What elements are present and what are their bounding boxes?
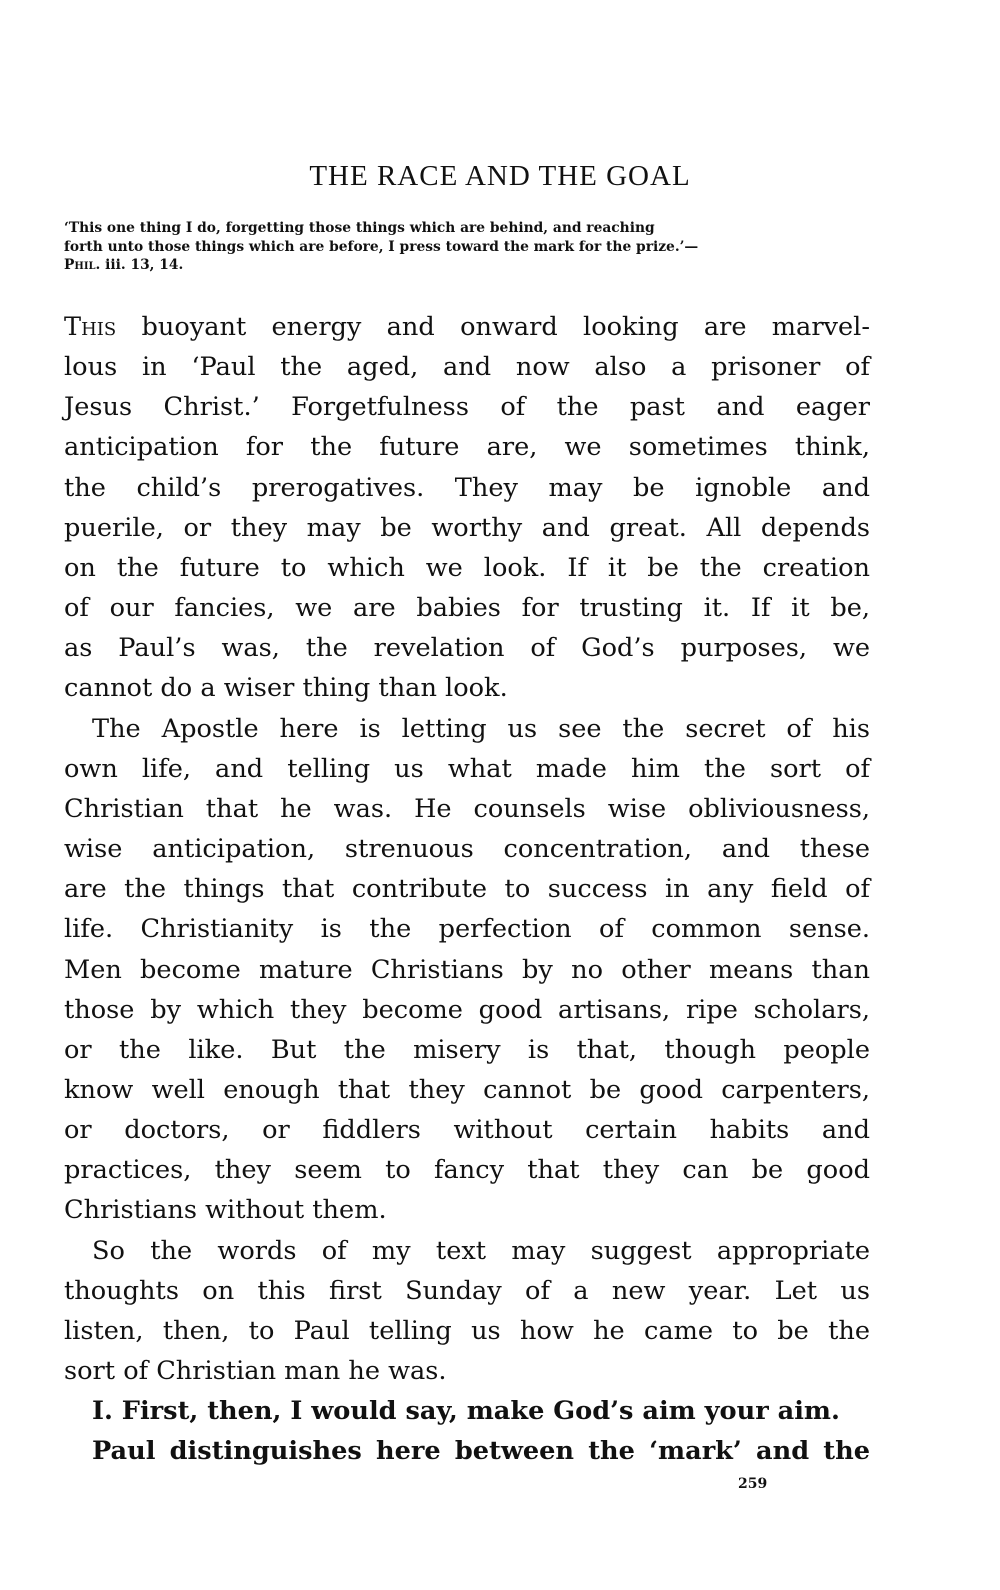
paragraph-line: the child’s prerogatives. They may be ignoble and (64, 472, 870, 503)
paragraph-line: cannot do a wiser thing than look. (64, 673, 508, 704)
paragraph-line: those by which they become good artisans, ripe scholars, (64, 994, 870, 1025)
paragraph-line: anticipation for the future are, we sometimes think, (64, 432, 870, 463)
drop-word: This (64, 312, 117, 342)
paragraph-line: Paul distinguishes here between the ‘mark’ and the (92, 1436, 870, 1467)
paragraph-line: wise anticipation, strenuous concentration, and these (64, 834, 870, 865)
page-number: 259 (738, 1476, 768, 1492)
paragraph-line: life. Christianity is the perfection of common sense. (64, 914, 870, 945)
epigraph-citation-book: Phil. (64, 257, 101, 273)
paragraph-line: Jesus Christ.’ Forgetfulness of the past and eager (64, 392, 870, 423)
paragraph-line: on the future to which we look. If it be the creation (64, 552, 870, 583)
paragraph-line: thoughts on this first Sunday of a new year. Let us (64, 1275, 870, 1306)
chapter-title: THE RACE AND THE GOAL (309, 160, 691, 192)
paragraph-line: This buoyant energy and onward looking are marvel- (64, 312, 870, 342)
paragraph-line: Christian that he was. He counsels wise obliviousness, (64, 793, 870, 824)
paragraph-line: or doctors, or fiddlers without certain habits and (64, 1115, 870, 1146)
paragraph-line: know well enough that they cannot be good carpenters, (64, 1074, 870, 1105)
paragraph-line: practices, they seem to fancy that they can be good (64, 1155, 870, 1186)
paragraph-line: Men become mature Christians by no other means than (64, 954, 870, 985)
paragraph-line: own life, and telling us what made him the sort of (64, 753, 870, 784)
epigraph-citation-ref: iii. 13, 14. (100, 257, 184, 273)
paragraph-line: as Paul’s was, the revelation of God’s purposes, we (64, 633, 870, 664)
section-heading: I. First, then, I would say, make God’s aim your aim. (92, 1396, 840, 1427)
paragraph-line: So the words of my text may suggest appropriate (92, 1235, 870, 1266)
epigraph-line: forth unto those things which are before, I press toward the mark for the prize.’— (64, 238, 699, 255)
paragraph-line: or the like. But the misery is that, though people (64, 1034, 870, 1065)
paragraph-line: are the things that contribute to success in any field of (64, 874, 870, 905)
epigraph-line: ‘This one thing I do, forgetting those things which are behind, and reaching (64, 220, 655, 236)
paragraph-line: Christians without them. (64, 1195, 387, 1226)
paragraph-line: puerile, or they may be worthy and great. All depends (64, 512, 870, 543)
paragraph-line: sort of Christian man he was. (64, 1356, 447, 1387)
paragraph-line: lous in ‘Paul the aged, and now also a prisoner of (64, 352, 870, 383)
paragraph-line: listen, then, to Paul telling us how he came to be the (64, 1315, 870, 1346)
paragraph-line: The Apostle here is letting us see the secret of his (92, 713, 870, 744)
body-text (64, 307, 870, 1472)
paragraph-line: of our fancies, we are babies for trusting it. If it be, (64, 593, 870, 624)
epigraph (64, 219, 870, 275)
